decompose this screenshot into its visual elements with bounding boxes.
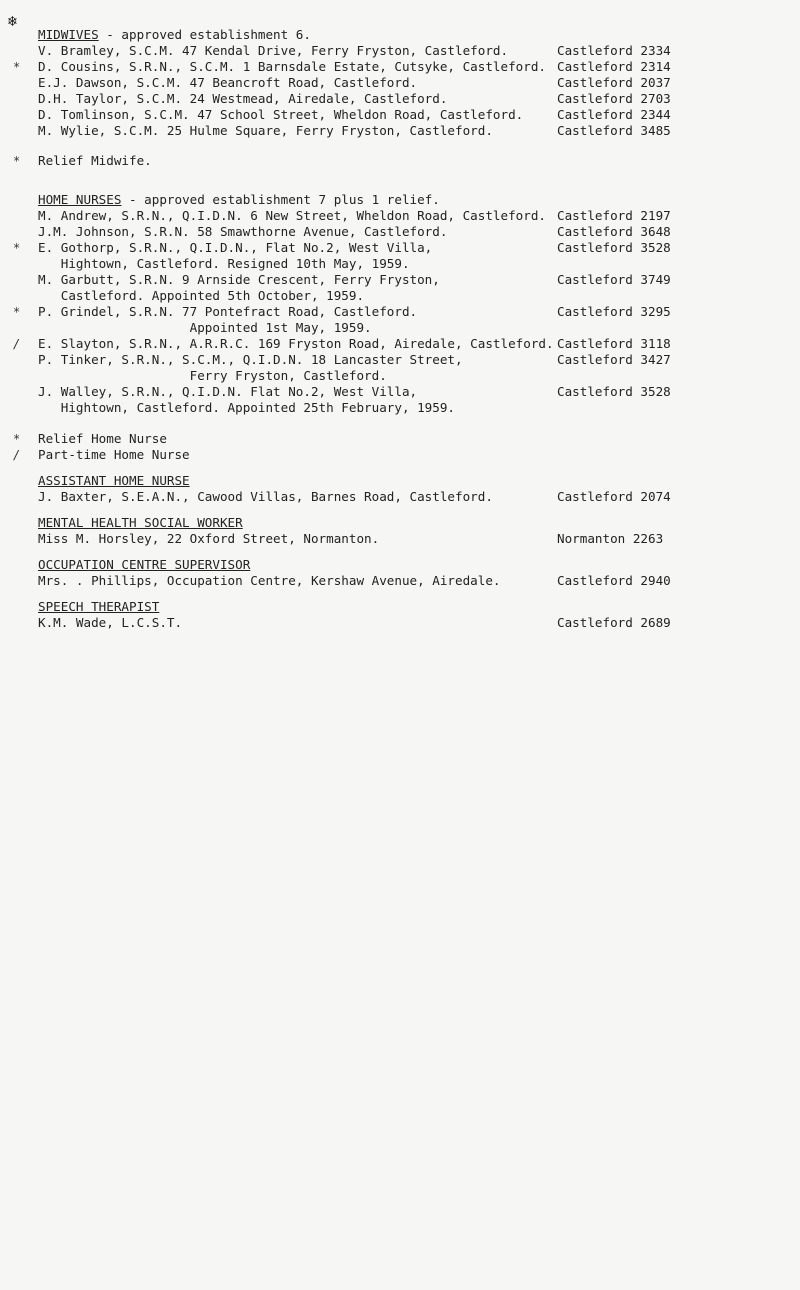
midwives-heading-line <box>38 28 311 42</box>
part-time-nurse-note: Part-time Home Nurse <box>38 447 190 462</box>
midwives-heading-rest: - approved establishment 6. <box>98 27 311 42</box>
home-nurse-entry: P. Tinker, S.R.N., S.C.M., Q.I.D.N. 18 Lancaster Street, <box>38 352 463 367</box>
home-nurse-entry-cont: Hightown, Castleford. Appointed 25th February, 1959. <box>38 400 456 415</box>
relief-midwife-mark: * <box>13 154 21 168</box>
home-nurse-phone: Castleford 3528 <box>557 240 671 255</box>
punch-hole-icon: ❄ <box>8 12 18 30</box>
relief-midwife-note: Relief Midwife. <box>38 153 152 168</box>
home-nurse-phone: Castleford 2197 <box>557 208 671 223</box>
midwife-entry: D. Cousins, S.R.N., S.C.M. 1 Barnsdale Estate, Cutsyke, Castleford. <box>38 59 546 74</box>
home-nurse-entry: J. Walley, S.R.N., Q.I.D.N. Flat No.2, West Villa, <box>38 384 418 399</box>
mental-health-heading: MENTAL HEALTH SOCIAL WORKER <box>38 515 243 530</box>
speech-therapist-heading: SPEECH THERAPIST <box>38 599 160 614</box>
mental-health-phone: Normanton 2263 <box>557 531 664 546</box>
home-nurse-entry: M. Garbutt, S.R.N. 9 Arnside Crescent, Ferry Fryston, <box>38 272 440 287</box>
home-nurse-entry: E. Slayton, S.R.N., A.R.R.C. 169 Fryston Road, Airedale, Castleford. <box>38 336 554 351</box>
home-nurse-entry-cont: Ferry Fryston, Castleford. <box>38 368 387 383</box>
relief-home-nurse-mark: * <box>13 432 21 446</box>
part-time-nurse-mark: / <box>13 448 21 462</box>
midwife-entry: D. Tomlinson, S.C.M. 47 School Street, Wheldon Road, Castleford. <box>38 107 524 122</box>
midwife-mark: * <box>13 60 21 74</box>
home-nurse-phone: Castleford 3295 <box>557 304 671 319</box>
home-nurses-heading-rest: - approved establishment 7 plus 1 relief. <box>121 192 440 207</box>
relief-home-nurse-note: Relief Home Nurse <box>38 431 167 446</box>
assistant-home-nurse-entry: J. Baxter, S.E.A.N., Cawood Villas, Barnes Road, Castleford. <box>38 489 493 504</box>
midwife-phone: Castleford 3485 <box>557 123 671 138</box>
home-nurse-entry-cont: Appointed 1st May, 1959. <box>38 320 372 335</box>
midwife-phone: Castleford 2703 <box>557 91 671 106</box>
home-nurse-phone: Castleford 3749 <box>557 272 671 287</box>
home-nurse-mark: * <box>13 305 21 319</box>
home-nurse-phone: Castleford 3118 <box>557 336 671 351</box>
home-nurse-entry: M. Andrew, S.R.N., Q.I.D.N. 6 New Street, Wheldon Road, Castleford. <box>38 208 546 223</box>
home-nurse-entry: E. Gothorp, S.R.N., Q.I.D.N., Flat No.2, West Villa, <box>38 240 433 255</box>
home-nurse-entry-cont: Hightown, Castleford. Resigned 10th May, 1959. <box>38 256 410 271</box>
midwife-entry: D.H. Taylor, S.C.M. 24 Westmead, Airedale, Castleford. <box>38 91 448 106</box>
midwife-phone: Castleford 2037 <box>557 75 671 90</box>
midwives-heading: MIDWIVES <box>38 27 99 42</box>
occupation-centre-phone: Castleford 2940 <box>557 573 671 588</box>
speech-therapist-entry: K.M. Wade, L.C.S.T. <box>38 615 183 630</box>
midwife-entry: E.J. Dawson, S.C.M. 47 Beancroft Road, Castleford. <box>38 75 418 90</box>
home-nurse-mark: / <box>13 337 21 351</box>
midwife-phone: Castleford 2334 <box>557 43 671 58</box>
home-nurse-phone: Castleford 3427 <box>557 352 671 367</box>
speech-therapist-phone: Castleford 2689 <box>557 615 671 630</box>
home-nurse-phone: Castleford 3648 <box>557 224 671 239</box>
home-nurse-mark: * <box>13 241 21 255</box>
occupation-centre-entry: Mrs. . Phillips, Occupation Centre, Kershaw Avenue, Airedale. <box>38 573 501 588</box>
midwife-phone: Castleford 2314 <box>557 59 671 74</box>
midwife-phone: Castleford 2344 <box>557 107 671 122</box>
assistant-home-nurse-phone: Castleford 2074 <box>557 489 671 504</box>
assistant-home-nurse-heading: ASSISTANT HOME NURSE <box>38 473 190 488</box>
midwife-entry: V. Bramley, S.C.M. 47 Kendal Drive, Ferry Fryston, Castleford. <box>38 43 509 58</box>
occupation-centre-heading: OCCUPATION CENTRE SUPERVISOR <box>38 557 251 572</box>
midwife-entry: M. Wylie, S.C.M. 25 Hulme Square, Ferry Fryston, Castleford. <box>38 123 493 138</box>
home-nurses-heading: HOME NURSES <box>38 192 122 207</box>
home-nurses-heading-line <box>38 193 440 207</box>
mental-health-entry: Miss M. Horsley, 22 Oxford Street, Normanton. <box>38 531 380 546</box>
home-nurse-entry: J.M. Johnson, S.R.N. 58 Smawthorne Avenue, Castleford. <box>38 224 448 239</box>
home-nurse-entry-cont: Castleford. Appointed 5th October, 1959. <box>38 288 365 303</box>
home-nurse-phone: Castleford 3528 <box>557 384 671 399</box>
home-nurse-entry: P. Grindel, S.R.N. 77 Pontefract Road, Castleford. <box>38 304 418 319</box>
